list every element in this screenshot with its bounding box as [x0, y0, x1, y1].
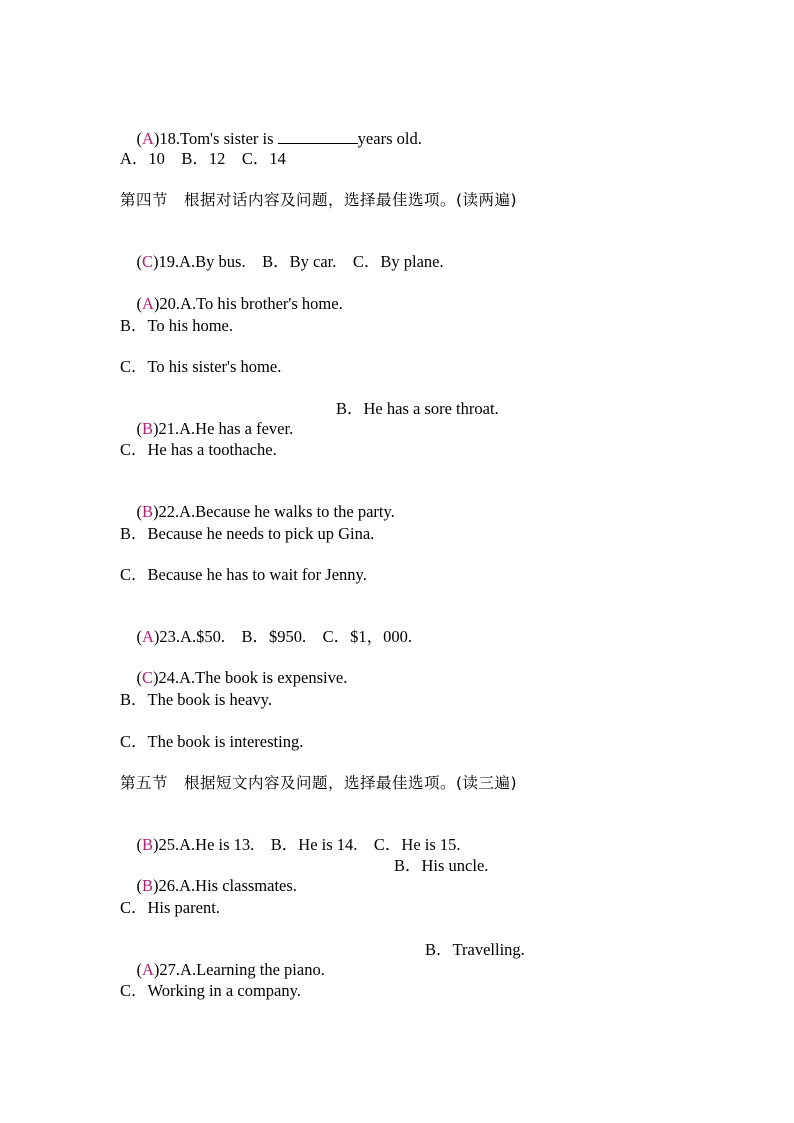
- question-text: 19.A.By bus. B．By car. C．By plane.: [158, 252, 444, 271]
- answer-letter: B: [142, 876, 154, 895]
- answer-letter: A: [142, 294, 154, 313]
- paren-open: (: [136, 294, 142, 313]
- paren-open: (: [136, 419, 142, 438]
- paren-close: ): [153, 294, 160, 313]
- paren-close: ): [153, 252, 159, 271]
- option-a: 21.A.He has a fever.: [158, 419, 294, 438]
- paren-open: (: [136, 252, 142, 271]
- question-text: 23.A.$50. B．$950. C．$1，000.: [159, 627, 412, 646]
- section-4-heading: 第四节 根据对话内容及问题，选择最佳选项。(读两遍): [120, 191, 518, 209]
- answer-letter: C: [142, 668, 154, 687]
- question-22-option-c: C．Because he has to wait for Jenny.: [120, 565, 367, 584]
- question-text-end: years old.: [357, 129, 422, 148]
- paren-open: (: [136, 668, 142, 687]
- paren-open: (: [136, 627, 142, 646]
- option-a: 20.A.To his brother's home.: [159, 294, 343, 313]
- answer-letter: A: [142, 627, 154, 646]
- question-26: [120, 856, 540, 895]
- paren-close: ): [153, 129, 160, 148]
- question-19: [120, 232, 444, 271]
- question-text: 25.A.He is 13. B．He is 14. C．He is 15.: [158, 835, 461, 854]
- paren-close: ): [153, 419, 159, 438]
- paren-open: (: [136, 876, 142, 895]
- question-27: [120, 940, 580, 979]
- paren-close: ): [153, 835, 159, 854]
- question-20: [120, 274, 343, 313]
- answer-letter: B: [142, 502, 154, 521]
- answer-letter: B: [142, 835, 154, 854]
- answer-blank: [278, 127, 358, 144]
- paren-close: ): [153, 876, 159, 895]
- question-24-option-c: C．The book is interesting.: [120, 732, 304, 751]
- paren-open: (: [136, 502, 142, 521]
- paren-close: ): [153, 502, 159, 521]
- answer-letter: A: [142, 960, 154, 979]
- question-18-options: A．10 B．12 C．14: [120, 149, 286, 168]
- option-a: 24.A.The book is expensive.: [158, 668, 348, 687]
- answer-letter: A: [142, 129, 154, 148]
- option-b: B．Travelling.: [425, 940, 525, 959]
- paren-close: ): [153, 668, 159, 687]
- paren-close: ): [153, 627, 160, 646]
- question-22-option-b: B．Because he needs to pick up Gina.: [120, 524, 375, 543]
- section-5-heading: 第五节 根据短文内容及问题，选择最佳选项。(读三遍): [120, 774, 518, 792]
- option-b: B．He has a sore throat.: [336, 399, 499, 418]
- question-27-option-c: C．Working in a company.: [120, 981, 301, 1000]
- paren-close: ): [153, 960, 160, 979]
- question-25: [120, 815, 461, 854]
- question-22: [120, 482, 395, 521]
- answer-letter: B: [142, 419, 154, 438]
- question-21-option-c: C．He has a toothache.: [120, 440, 277, 459]
- question-23: [120, 607, 412, 646]
- option-a: 27.A.Learning the piano.: [159, 960, 325, 979]
- question-text: 18.Tom's sister is: [159, 129, 278, 148]
- option-b: B．His uncle.: [394, 856, 489, 875]
- question-20-option-c: C．To his sister's home.: [120, 357, 282, 376]
- answer-letter: C: [142, 252, 154, 271]
- question-24: [120, 648, 348, 687]
- option-a: 26.A.His classmates.: [158, 876, 297, 895]
- question-18: [120, 107, 422, 148]
- paren-open: (: [136, 835, 142, 854]
- paren-open: (: [136, 129, 142, 148]
- question-21: [120, 399, 540, 438]
- option-a: 22.A.Because he walks to the party.: [158, 502, 395, 521]
- paren-open: (: [136, 960, 142, 979]
- question-26-option-c: C．His parent.: [120, 898, 220, 917]
- question-24-option-b: B．The book is heavy.: [120, 690, 272, 709]
- question-20-option-b: B．To his home.: [120, 316, 233, 335]
